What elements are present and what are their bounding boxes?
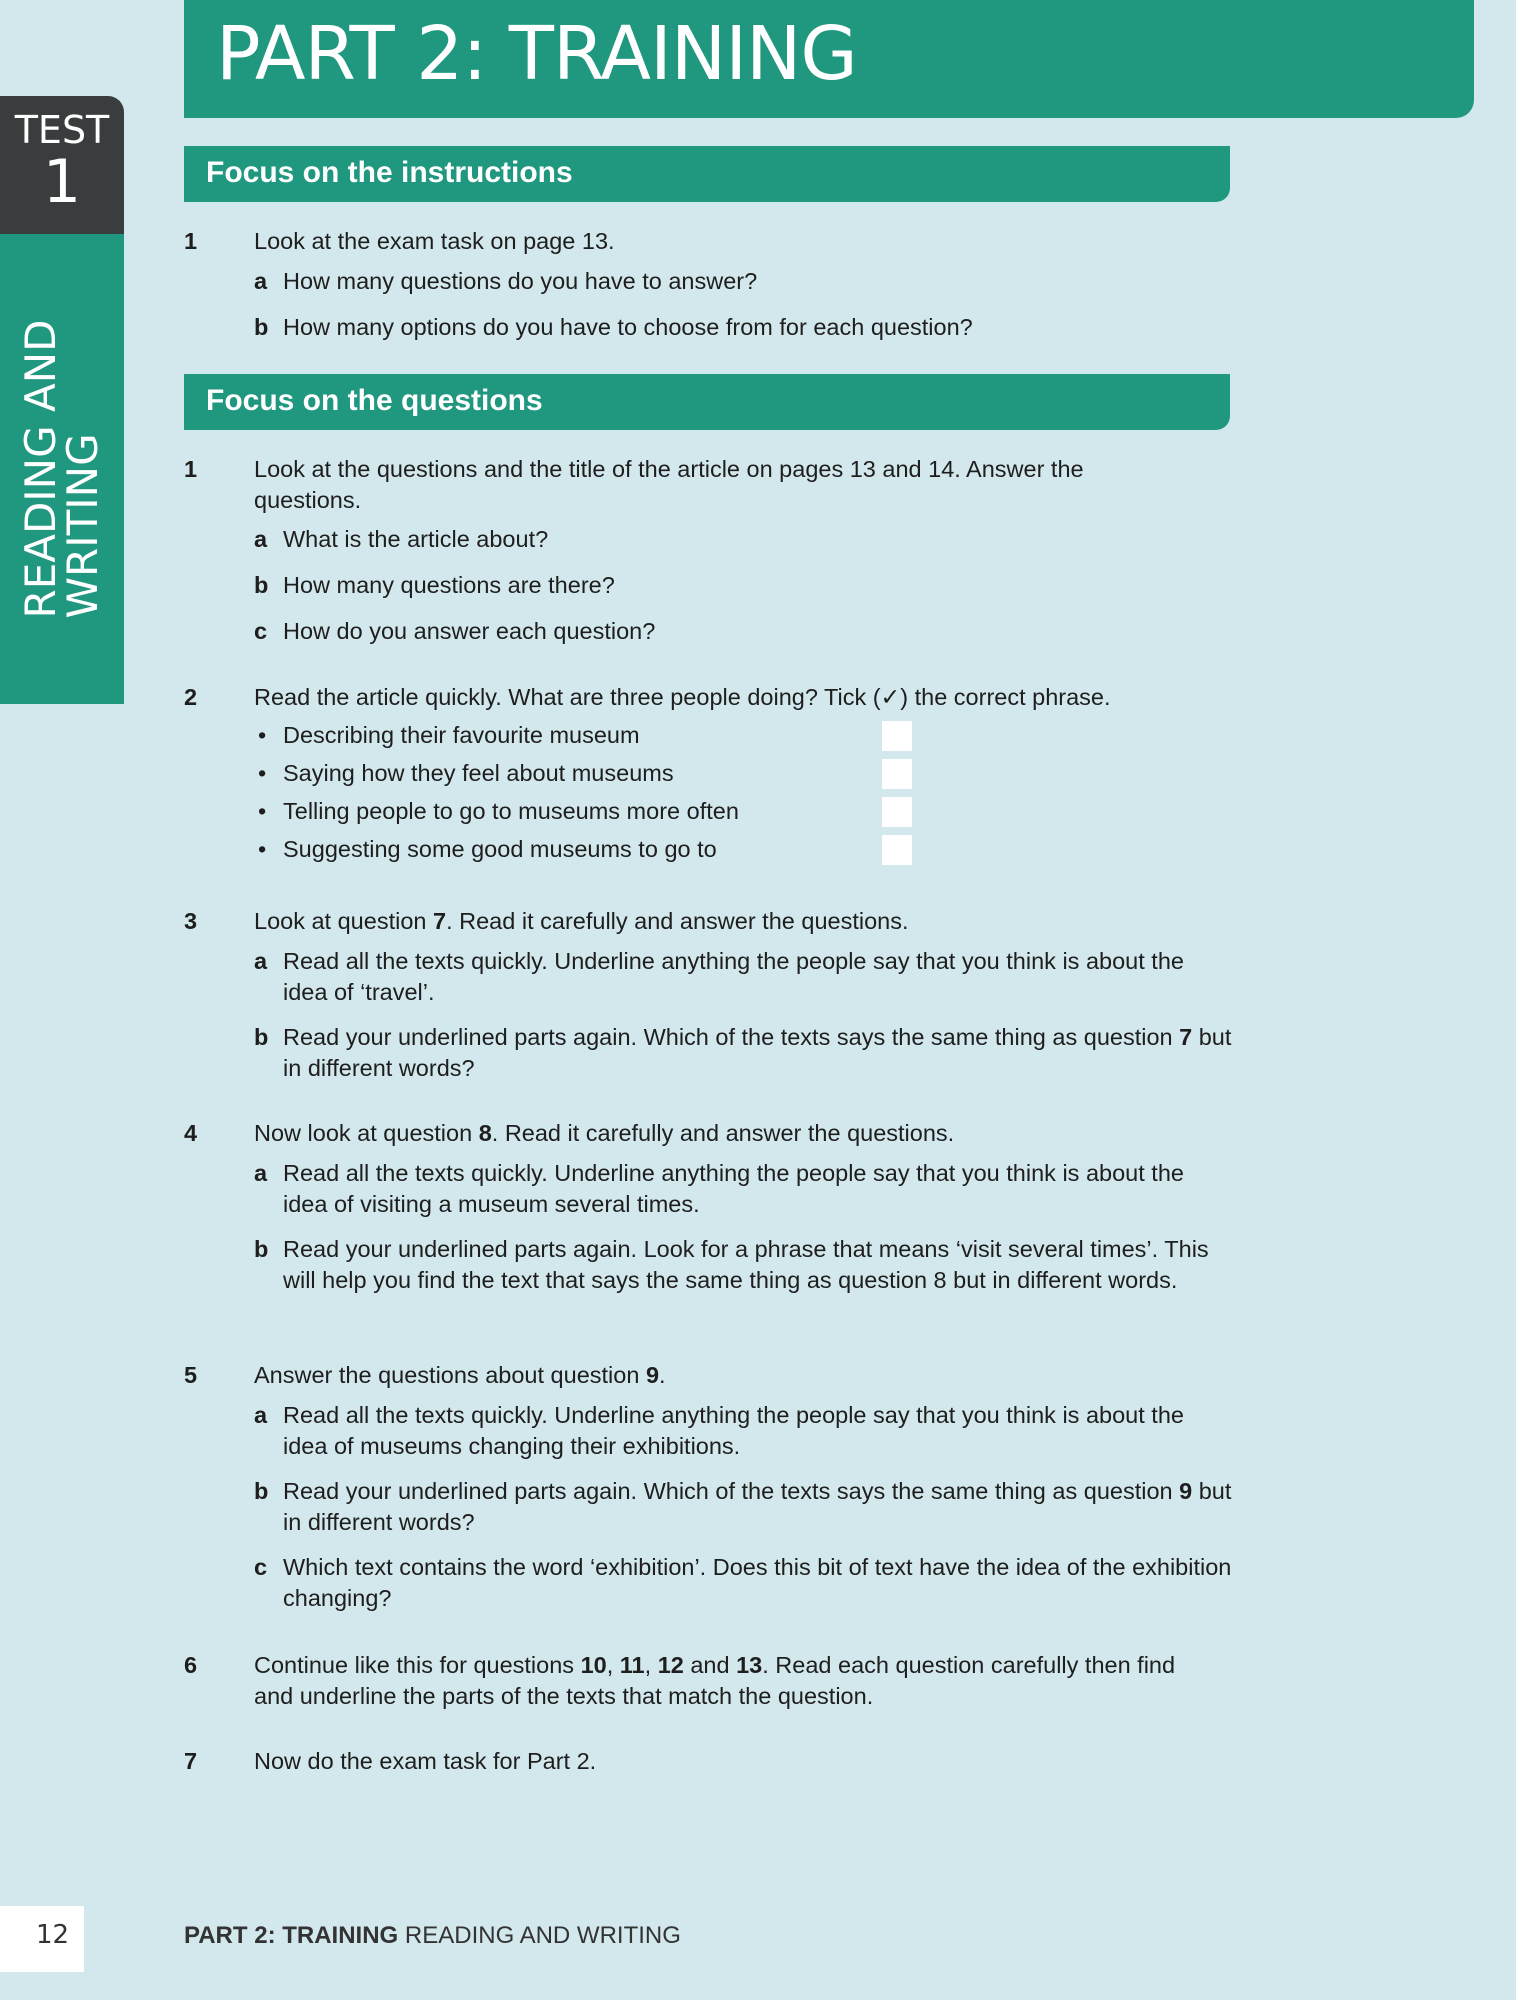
test-tab (0, 96, 124, 234)
item-number: 4 (184, 1120, 198, 1146)
item-text: Look at question 7. Read it carefully and answer the questions. (254, 908, 909, 934)
item-number: 5 (184, 1362, 198, 1388)
header-banner (184, 0, 1474, 118)
bullet-text: Describing their favourite museum (283, 722, 640, 748)
tick-box[interactable] (882, 835, 912, 865)
instructions-heading-bar (184, 146, 1230, 202)
sub-letter: b (254, 314, 269, 340)
sub-text: How many questions are there? (283, 572, 615, 598)
page-number: 12 (36, 1920, 70, 1950)
section-tab-line-1: READING AND (16, 319, 65, 619)
sub-text: Read all the texts quickly. Underline anything the people say that you think is about the idea of museums changing their exhibitions. (283, 1402, 1184, 1459)
sub-letter: a (254, 948, 268, 974)
item-number: 1 (184, 228, 198, 254)
sub-letter: a (254, 526, 268, 552)
sub-letter: b (254, 1024, 269, 1050)
instructions-heading: Focus on the instructions (206, 156, 573, 189)
sub-letter: c (254, 1554, 268, 1580)
questions-heading: Focus on the questions (206, 384, 543, 417)
sub-letter: a (254, 268, 268, 294)
sub-text: How many options do you have to choose from for each question? (283, 314, 973, 340)
item-text: Now do the exam task for Part 2. (254, 1748, 597, 1774)
questions-heading-bar (184, 374, 1230, 430)
sub-text: Read your underlined parts again. Look for a phrase that means ‘visit several times’. This will help you find the text that says the same thing as question 8 but in different words. (283, 1236, 1209, 1293)
page-title: PART 2: TRAINING (216, 11, 857, 97)
sub-text: How do you answer each question? (283, 618, 656, 644)
running-footer (184, 1922, 681, 1950)
item-number: 2 (184, 684, 198, 710)
item-text: Continue like this for questions 10, 11, 12 and 13. Read each question carefully then find and underline the parts of the texts that match the question. (254, 1652, 1176, 1709)
bullet-text: Suggesting some good museums to go to (283, 836, 717, 862)
sub-text: Read your underlined parts again. Which of the texts says the same thing as question 7 but in different words? (283, 1024, 1232, 1081)
footer-part-title: PART 2: TRAINING (184, 1922, 399, 1949)
question-item-6 (184, 1650, 1244, 1720)
tick-box[interactable] (882, 721, 912, 751)
test-number: 1 (42, 147, 82, 217)
bullet-text: Telling people to go to museums more often (283, 798, 739, 824)
question-item-3 (184, 906, 1244, 1086)
page-number-box (0, 1906, 84, 1972)
tick-box[interactable] (882, 759, 912, 789)
sub-letter: a (254, 1160, 268, 1186)
sub-text: How many questions do you have to answer? (283, 268, 758, 294)
item-text: Look at the questions and the title of the article on pages 13 and 14. Answer the questions. (254, 456, 1084, 513)
item-number: 1 (184, 456, 198, 482)
item-text: Now look at question 8. Read it carefully and answer the questions. (254, 1120, 955, 1146)
footer-section-title: READING AND WRITING (398, 1922, 681, 1949)
section-tab-line-2: WRITING (58, 433, 107, 619)
section-tab-label (16, 319, 107, 619)
sub-text: Read your underlined parts again. Which of the texts says the same thing as question 9 but in different words? (283, 1478, 1232, 1535)
sub-letter: a (254, 1402, 268, 1428)
sub-letter: c (254, 618, 268, 644)
sub-letter: b (254, 572, 269, 598)
tick-box[interactable] (882, 797, 912, 827)
item-number: 7 (184, 1748, 198, 1774)
question-item-5 (184, 1360, 1244, 1622)
side-tab (0, 96, 124, 704)
sub-text: Read all the texts quickly. Underline anything the people say that you think is about the idea of visiting a museum several times. (283, 1160, 1184, 1217)
item-text: Look at the exam task on page 13. (254, 228, 615, 254)
item-number: 3 (184, 908, 198, 934)
sub-text: What is the article about? (283, 526, 549, 552)
question-item-4 (184, 1118, 1244, 1330)
test-label: TEST (14, 108, 110, 152)
sub-text: Which text contains the word ‘exhibition’. Does this bit of text have the idea of the exhibition changing? (283, 1554, 1232, 1611)
question-item-1 (184, 454, 1244, 654)
question-item-2: 2 Read the article quickly. What are three people doing? Tick (✓) the correct phrase. • Describing their favourite museum • Saying how they feel about museums • Telling people to go to museums more often • Suggesting some good museums to go to (184, 682, 1244, 872)
item-text: Answer the questions about question 9. (254, 1362, 666, 1388)
sub-text: Read all the texts quickly. Underline anything the people say that you think is about the idea of ‘travel’. (283, 948, 1184, 1005)
bullet-text: Saying how they feel about museums (283, 760, 674, 786)
sub-letter: b (254, 1478, 269, 1504)
item-number: 6 (184, 1652, 198, 1678)
section-tab (0, 234, 124, 704)
sub-letter: b (254, 1236, 269, 1262)
item-text: Read the article quickly. What are three people doing? Tick (✓) the correct phrase. (254, 684, 1111, 710)
question-item-7 (184, 1746, 1244, 1780)
instructions-item-1 (184, 226, 1244, 346)
